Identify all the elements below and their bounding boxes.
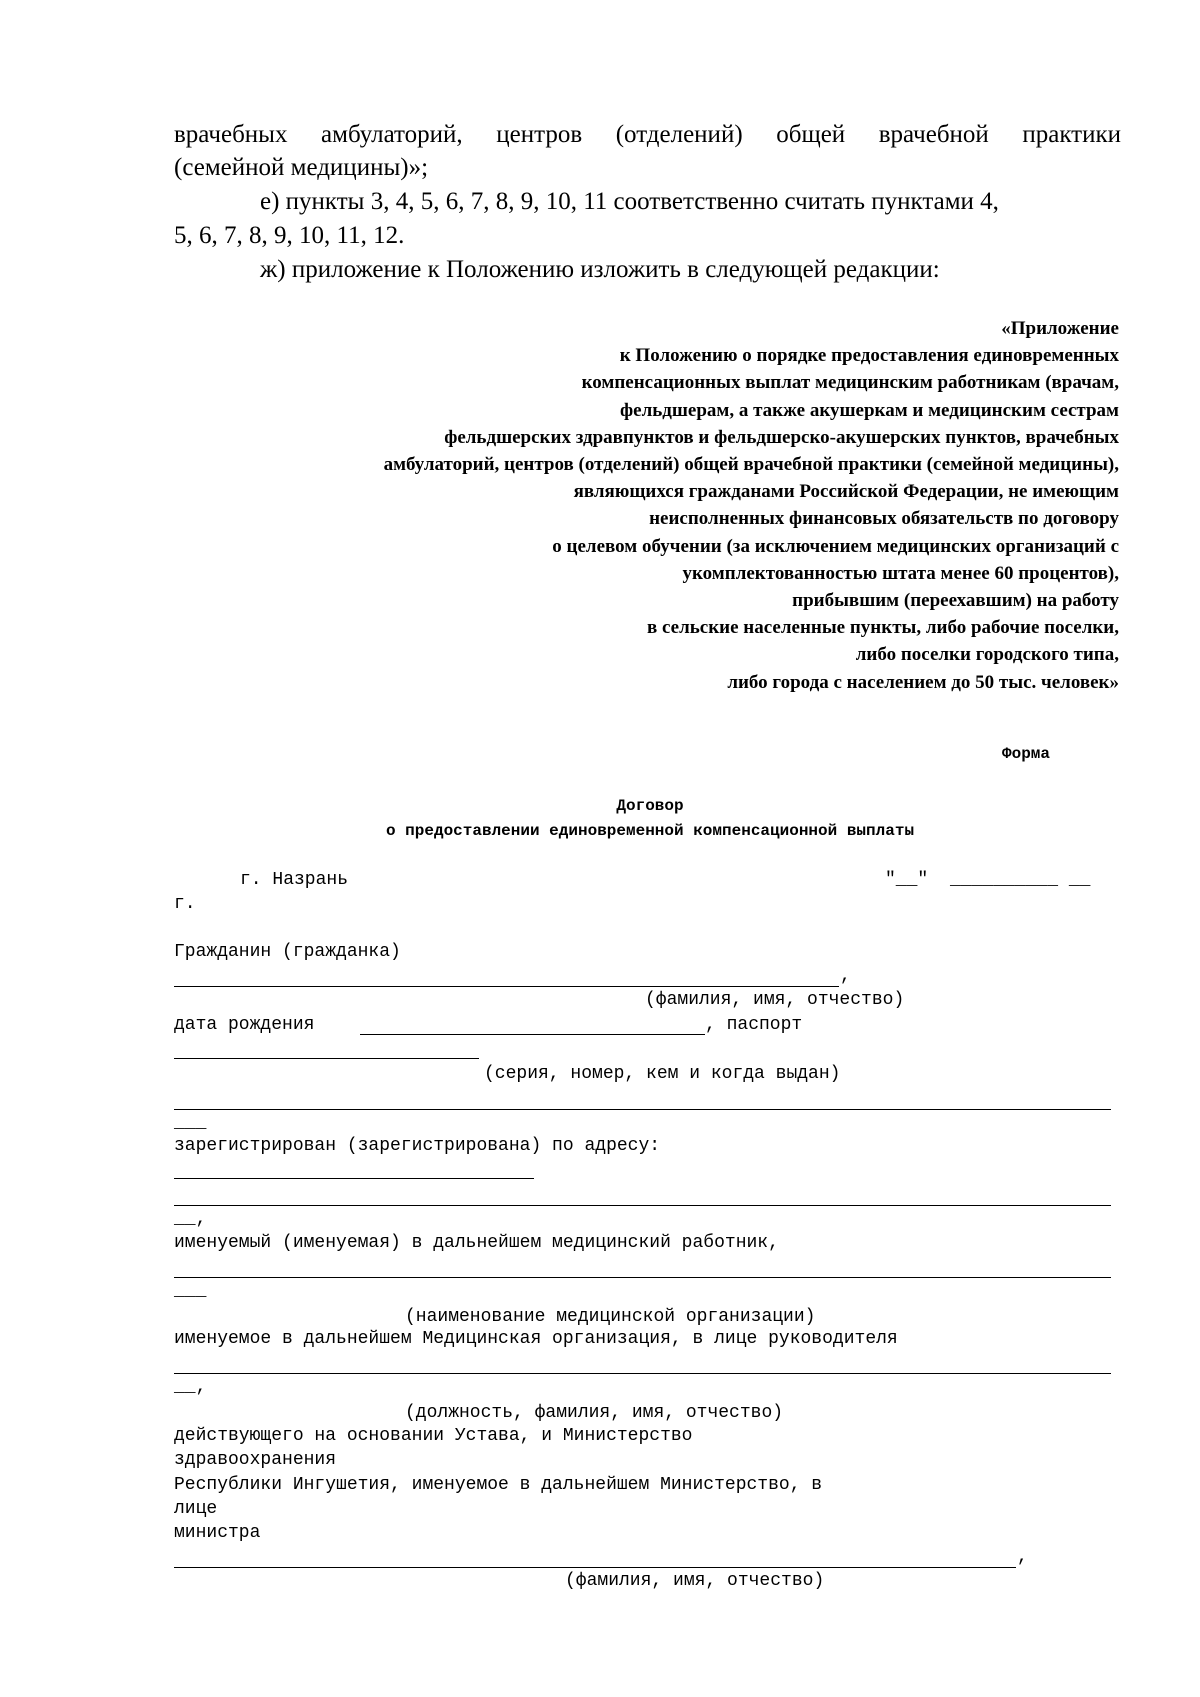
republic-line: Республики Ингушетия, именуемое в дальнейшем Министерство, в	[174, 1475, 823, 1495]
short-blank: ___	[174, 1281, 207, 1301]
passport-full-line	[174, 1109, 1111, 1110]
appendix-line: прибывшим (переехавшим) на работу	[792, 590, 1119, 612]
body-text-line: е) пункты 3, 4, 5, 6, 7, 8, 9, 10, 11 соответственно считать пунктами 4,	[260, 188, 999, 215]
comma: ,	[840, 966, 851, 986]
date-month-year-blank: __________ __	[950, 870, 1091, 890]
acting-line: действующего на основании Устава, и Министерство	[174, 1426, 693, 1446]
dob-blank-line	[360, 1034, 705, 1035]
referred-org-line: именуемое в дальнейшем Медицинская организация, в лице руководителя	[174, 1329, 898, 1349]
short-blank: ___	[174, 1113, 207, 1133]
registered-label: зарегистрирован (зарегистрирована) по адресу:	[174, 1136, 661, 1156]
org-caption: (наименование медицинской организации)	[405, 1307, 816, 1327]
org-blank-line	[174, 1277, 1111, 1278]
appendix-line: укомплектованностью штата менее 60 процентов),	[682, 562, 1119, 584]
body-text-line: ж) приложение к Положению изложить в следующей редакции:	[260, 256, 940, 283]
body-text-line: врачебных амбулаторий, центров (отделений) общей врачебной практики	[174, 121, 1121, 148]
position-blank-line	[174, 1373, 1111, 1374]
ministry-word: здравоохранения	[174, 1450, 337, 1470]
passport-caption: (серия, номер, кем и когда выдан)	[484, 1064, 841, 1084]
appendix-line: «Приложение	[1001, 318, 1119, 339]
appendix-line: в сельские населенные пункты, либо рабочие поселки,	[646, 617, 1119, 639]
appendix-line: либо города с населением до 50 тыс. человек»	[727, 671, 1119, 693]
appendix-line: компенсационных выплат медицинским работникам (врачам,	[581, 372, 1119, 394]
appendix-line: фельдшерских здравпунктов и фельдшерско-акушерских пунктов, врачебных	[444, 426, 1119, 448]
face-word: лице	[174, 1499, 218, 1519]
short-blank-comma: __,	[174, 1209, 207, 1229]
citizen-label: Гражданин (гражданка)	[174, 942, 401, 962]
fio-caption: (фамилия, имя, отчество)	[645, 990, 905, 1010]
appendix-line: к Положению о порядке предоставления единовременных	[619, 345, 1119, 367]
passport-label: , паспорт	[705, 1015, 803, 1035]
appendix-line: являющихся гражданами Российской Федерации, не имеющим	[573, 481, 1119, 503]
appendix-line: о целевом обучении (за исключением медицинских организаций с	[552, 535, 1119, 557]
referred-worker-line: именуемый (именуемая) в дальнейшем медицинский работник,	[174, 1233, 779, 1253]
minister-blank-line	[174, 1567, 1016, 1568]
date-day-blank: "__"	[885, 870, 929, 890]
short-blank-comma: __,	[174, 1377, 207, 1397]
address-full-line	[174, 1205, 1111, 1206]
position-caption: (должность, фамилия, имя, отчество)	[405, 1403, 784, 1423]
comma: ,	[1017, 1547, 1028, 1567]
address-blank-line	[174, 1178, 534, 1179]
appendix-line: неисполненных финансовых обязательств по договору	[649, 508, 1119, 530]
appendix-header	[159, 315, 1119, 696]
contract-subtitle: о предоставлении единовременной компенсационной выплаты	[385, 822, 915, 840]
minister-word: министра	[174, 1523, 261, 1543]
appendix-line: фельдшерам, а также акушеркам и медицинским сестрам	[619, 399, 1119, 421]
form-label: Форма	[1002, 745, 1051, 763]
passport-blank-line	[174, 1058, 479, 1059]
body-text-line: (семейной медицины)»;	[174, 154, 429, 181]
year-suffix: г.	[174, 894, 196, 914]
body-text-line: 5, 6, 7, 8, 9, 10, 11, 12.	[174, 222, 405, 249]
appendix-line: либо поселки городского типа,	[855, 644, 1119, 666]
fio-blank-line	[174, 986, 839, 987]
dob-label: дата рождения	[174, 1015, 315, 1035]
minister-caption: (фамилия, имя, отчество)	[565, 1571, 825, 1591]
city: г. Назрань	[240, 870, 349, 890]
contract-title: Договор	[616, 797, 684, 815]
appendix-line: амбулаторий, центров (отделений) общей врачебной практики (семейной медицины),	[383, 454, 1119, 476]
